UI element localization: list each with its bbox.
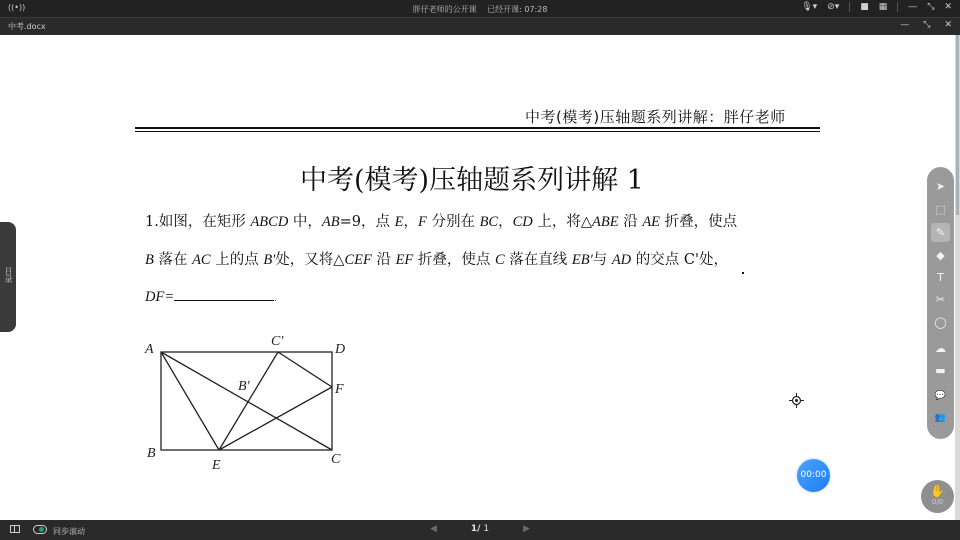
page-header: 中考(模考)压轴题系列讲解：胖仔老师 — [525, 108, 786, 126]
toggle-knob — [39, 527, 44, 532]
label-A: A — [145, 342, 154, 357]
hand-raise-count: 0/0 — [931, 498, 944, 506]
chat-icon[interactable]: 💬 — [934, 391, 947, 401]
close-button[interactable]: ✕ — [944, 2, 952, 12]
answer-prefix: DF= — [145, 289, 175, 305]
mic-icon[interactable]: 🎙▾ — [801, 2, 818, 12]
label-C: C — [331, 452, 341, 467]
outline-panel-tab[interactable] — [0, 222, 16, 332]
doc-minimize-button[interactable]: — — [900, 20, 910, 30]
document-tabbar — [0, 17, 960, 35]
label-D: D — [335, 342, 346, 357]
doc-restore-button[interactable]: ⤡ — [923, 20, 931, 30]
next-page-icon[interactable]: ▶ — [523, 524, 530, 534]
eraser-tool-icon[interactable]: ◆ — [936, 249, 945, 262]
answer-blank — [174, 286, 274, 301]
users-icon[interactable]: 👥 — [934, 413, 947, 423]
prev-page-icon[interactable]: ◀ — [430, 524, 437, 534]
camera-off-icon[interactable]: ⊘▾ — [827, 2, 840, 12]
doc-close-button[interactable]: ✕ — [944, 20, 952, 30]
scissors-tool-icon[interactable]: ✂ — [935, 293, 946, 306]
label-F: F — [335, 382, 344, 397]
hand-raise-icon: ✋ — [930, 484, 945, 498]
laser-tool-icon[interactable]: ◯ — [934, 316, 947, 329]
problem-line-2: B 落在 AC 上的点 B'处，又将△CEF 沿 EF 折叠，使点 C 落在直线 EB'与 AD 的交点 C'处， — [145, 252, 728, 268]
document-filename[interactable]: 中考.docx — [8, 22, 46, 31]
vertical-scrollbar[interactable] — [955, 35, 960, 520]
document-title: 中考(模考)压轴题系列讲解 1 — [300, 165, 644, 196]
course-name: 胖仔老师的公开课 — [412, 5, 477, 14]
video-icon[interactable]: ■ — [860, 2, 869, 12]
page-navigator — [430, 524, 530, 534]
page-indicator: 1/ 1 — [470, 524, 490, 534]
grid-icon[interactable]: ▦ — [878, 2, 888, 12]
text-tool-icon[interactable]: T — [937, 271, 944, 284]
crosshair-icon[interactable] — [789, 393, 804, 408]
live-broadcast-icon: ((•)) — [8, 3, 26, 12]
minimize-button[interactable]: — — [908, 2, 918, 12]
header-rule-thin — [135, 131, 820, 132]
label-B-prime: B' — [238, 379, 250, 394]
annotation-toolbar — [927, 167, 954, 439]
geometry-figure — [140, 325, 360, 475]
timer-button[interactable]: 00:00 — [797, 459, 830, 492]
sync-scroll-toggle[interactable] — [33, 525, 47, 534]
restore-button[interactable]: ⤡ — [927, 2, 935, 12]
problem-line-1: 1.如图，在矩形 ABCD 中，AB=9，点 E，F 分别在 BC，CD 上，将△ABE 沿 AE 折叠，使点 — [145, 214, 738, 230]
elapsed-time: 已经开课: 07:28 — [487, 5, 548, 14]
answer-suffix: . — [274, 294, 277, 303]
divider — [897, 2, 898, 12]
cloud-icon[interactable]: ☁ — [935, 342, 946, 355]
header-rule — [135, 127, 820, 129]
outline-label: 目录 — [4, 267, 13, 283]
scrollbar-thumb[interactable] — [956, 35, 959, 215]
label-E: E — [212, 458, 221, 473]
app-titlebar — [0, 0, 960, 17]
label-B: B — [147, 446, 156, 461]
divider — [849, 2, 850, 12]
pointer-tool-icon[interactable]: ➤ — [935, 180, 946, 193]
problem-line-3 — [145, 286, 277, 306]
hand-raise-button[interactable] — [921, 480, 954, 513]
region-select-tool-icon[interactable]: ⬚ — [935, 203, 946, 216]
toolbox-icon[interactable]: ▬ — [935, 364, 946, 377]
sync-scroll-label: 同步滚动 — [53, 527, 85, 536]
pen-tool-icon[interactable]: ✎ — [931, 223, 950, 242]
label-C-prime: C' — [271, 334, 284, 349]
text-cursor-mark — [742, 272, 744, 274]
sidebar-layout-icon[interactable] — [10, 525, 20, 533]
bottom-bar — [0, 520, 960, 540]
